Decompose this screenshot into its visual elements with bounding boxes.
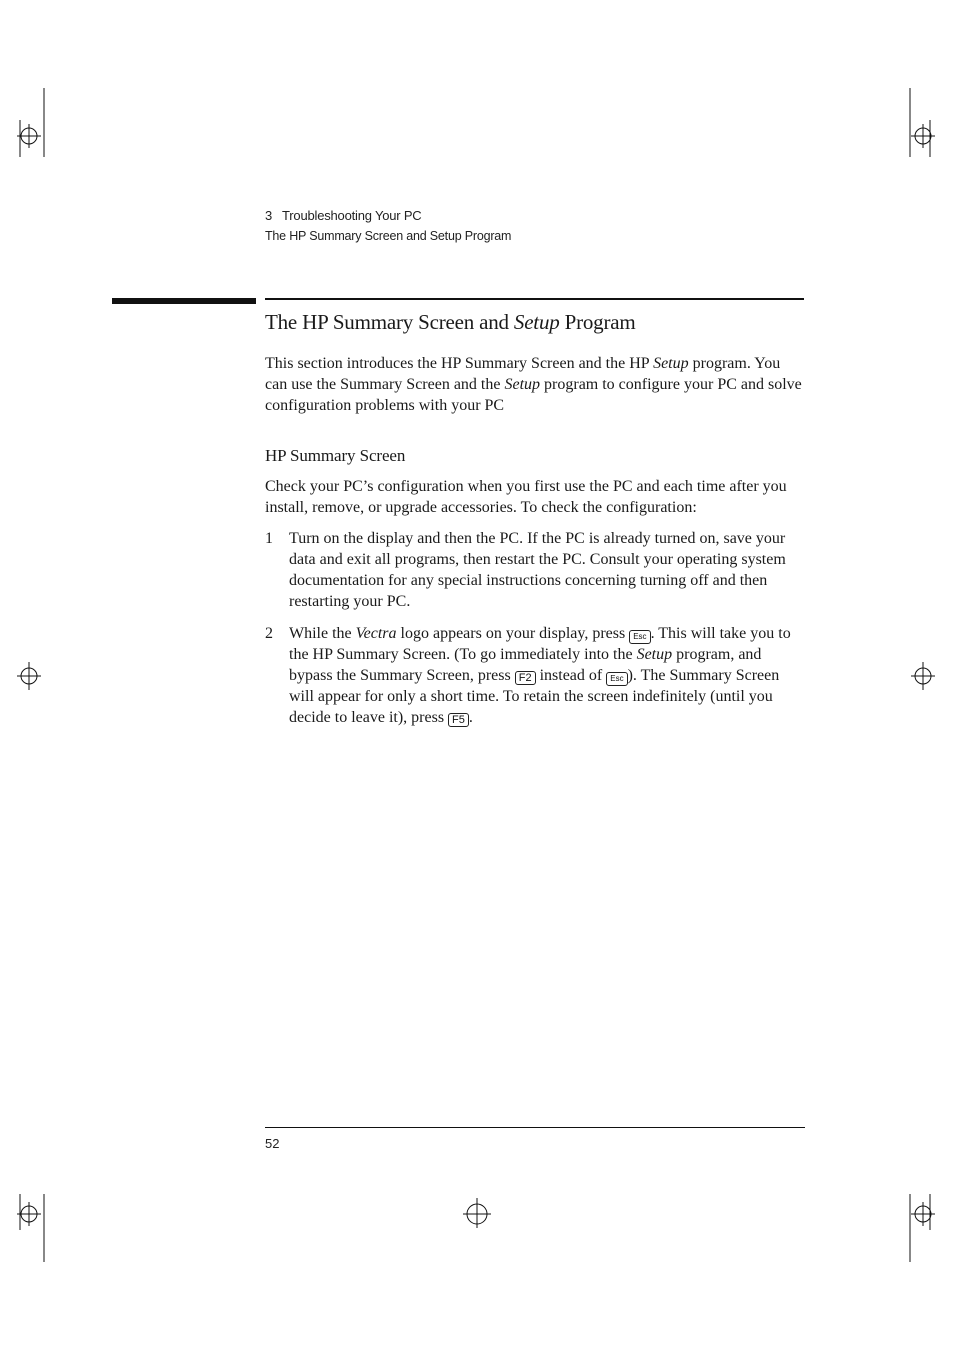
title-italic: Setup xyxy=(513,310,560,334)
step-text-part: While the xyxy=(289,625,356,642)
step-text-part: logo appears on your display, press xyxy=(396,625,630,642)
intro-italic: Setup xyxy=(653,355,689,372)
section-rule-thick xyxy=(112,298,256,304)
intro-paragraph xyxy=(265,353,805,416)
step-text: Turn on the display and then the PC. If the PC is already turned on, save your data and exit all programs, then restart the PC. Consult your operating system documentation for any special instructions concerning turning off and then restarting your PC. xyxy=(289,530,786,610)
title-text: The HP Summary Screen and xyxy=(265,310,514,334)
section-rule-thin xyxy=(265,298,804,300)
esc-key-icon: Esc xyxy=(606,672,627,686)
f2-key-icon: F2 xyxy=(515,671,536,685)
subheading: HP Summary Screen xyxy=(265,446,406,465)
running-head-section: The HP Summary Screen and Setup Program xyxy=(265,229,512,243)
footer-rule xyxy=(265,1127,805,1128)
step-text-part: instead of xyxy=(535,667,607,684)
step-item xyxy=(265,528,805,612)
step-italic: Setup xyxy=(636,646,673,663)
intro-text: This section introduces the HP Summary Screen and the HP xyxy=(265,355,654,372)
step-item xyxy=(265,623,805,728)
f5-key-icon: F5 xyxy=(448,713,469,727)
running-head xyxy=(265,208,511,243)
intro-text: program. You can use the Summary Screen and the xyxy=(265,355,781,393)
esc-key-icon: Esc xyxy=(629,630,650,644)
check-paragraph: Check your PC’s configuration when you first use the PC and each time after you install, remove, or upgrade accessories. To check the configuration: xyxy=(265,478,787,516)
step-italic: Vectra xyxy=(355,625,397,642)
page-content xyxy=(265,310,805,739)
step-text-part: ). The Summary Screen will appear for only a short time. To retain the screen indefinitely (until you decide to leave it), press xyxy=(289,667,780,726)
running-head-chapter: 3 Troubleshooting Your PC xyxy=(265,208,422,223)
step-number: 2 xyxy=(265,625,273,642)
title-text: Program xyxy=(559,310,636,334)
step-text-part: . This will take you to the HP Summary Screen. (To go immediately into the xyxy=(289,625,791,663)
page-title xyxy=(265,310,805,335)
step-text-part: . xyxy=(468,709,473,726)
step-number: 1 xyxy=(265,530,273,547)
page-number: 52 xyxy=(265,1136,280,1151)
intro-text: program to configure your PC and solve configuration problems with your PC xyxy=(265,376,802,414)
intro-italic: Setup xyxy=(504,376,541,393)
step-text-part: program, and bypass the Summary Screen, press xyxy=(289,646,762,684)
step-text xyxy=(289,623,805,728)
